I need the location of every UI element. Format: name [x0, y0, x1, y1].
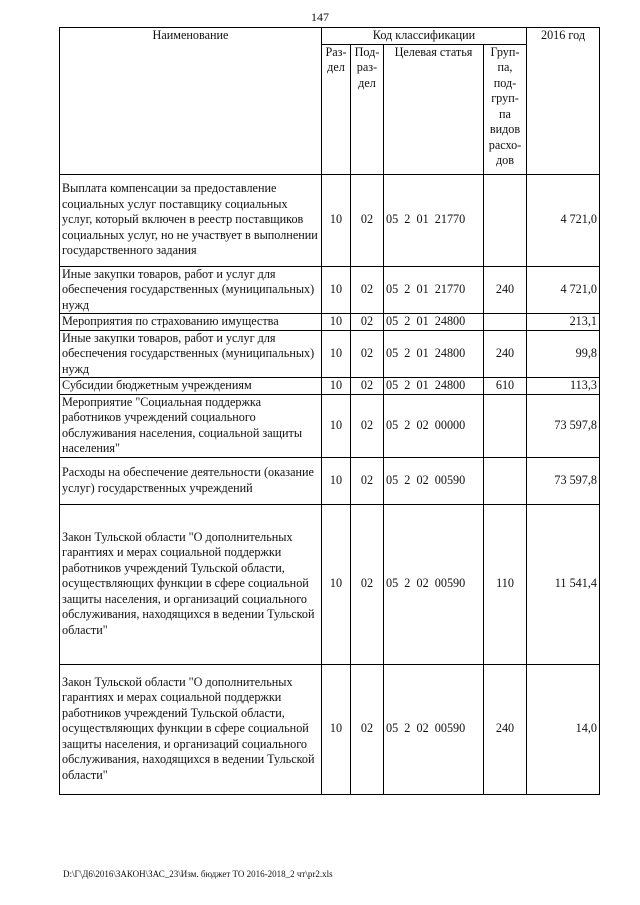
row-amount: 73 597,8: [527, 457, 600, 504]
row-target: 05 2 01 21770: [384, 174, 484, 266]
table-row: [60, 504, 600, 664]
row-amount: 11 541,4: [527, 504, 600, 664]
table-row: [60, 314, 600, 331]
row-amount: 4 721,0: [527, 266, 600, 314]
row-name: Иные закупки товаров, работ и услуг для обеспечения государственных (муниципальных) нужд: [60, 266, 322, 314]
row-section: 10: [322, 504, 351, 664]
table-body: [60, 174, 600, 794]
file-path-footer: D:\Г\Д6\2016\ЗАКОН\ЗАС_23\Изм. бюджет ТО 2016-2018_2 чт\pr2.xls: [63, 869, 333, 879]
table-row: [60, 174, 600, 266]
table-row: [60, 266, 600, 314]
row-amount: 73 597,8: [527, 394, 600, 457]
row-subsection: 02: [351, 266, 384, 314]
table-row: [60, 664, 600, 794]
row-subsection: 02: [351, 457, 384, 504]
row-amount: 113,3: [527, 378, 600, 395]
budget-table: [59, 27, 600, 795]
row-name: Субсидии бюджетным учреждениям: [60, 378, 322, 395]
row-name: Выплата компенсации за предоставление социальных услуг поставщику социальных услуг, который включен в реестр поставщиков социальных услуг, но не участвует в выполнении государственного задания: [60, 174, 322, 266]
row-subsection: 02: [351, 330, 384, 378]
row-group: [484, 457, 527, 504]
table-row: [60, 457, 600, 504]
row-section: 10: [322, 330, 351, 378]
row-section: 10: [322, 664, 351, 794]
row-target: 05 2 01 24800: [384, 314, 484, 331]
header-name: Наименование: [60, 28, 322, 175]
row-target: 05 2 02 00000: [384, 394, 484, 457]
row-amount: 14,0: [527, 664, 600, 794]
row-amount: 4 721,0: [527, 174, 600, 266]
table-row: [60, 394, 600, 457]
row-subsection: 02: [351, 664, 384, 794]
row-target: 05 2 01 24800: [384, 330, 484, 378]
row-amount: 99,8: [527, 330, 600, 378]
row-group: [484, 394, 527, 457]
row-subsection: 02: [351, 394, 384, 457]
header-target: Целевая статья: [384, 44, 484, 174]
row-group: [484, 314, 527, 331]
row-group: 610: [484, 378, 527, 395]
row-name: Мероприятие "Социальная поддержка работников учреждений социального обслуживания населения, социальной защиты населения": [60, 394, 322, 457]
row-section: 10: [322, 314, 351, 331]
row-group: [484, 174, 527, 266]
row-section: 10: [322, 378, 351, 395]
row-target: 05 2 02 00590: [384, 664, 484, 794]
row-section: 10: [322, 174, 351, 266]
row-target: 05 2 02 00590: [384, 504, 484, 664]
table-row: [60, 330, 600, 378]
row-subsection: 02: [351, 378, 384, 395]
row-section: 10: [322, 457, 351, 504]
row-section: 10: [322, 266, 351, 314]
table-row: [60, 378, 600, 395]
row-group: 240: [484, 266, 527, 314]
row-target: 05 2 01 21770: [384, 266, 484, 314]
header-subsection: Под- раз- дел: [351, 44, 384, 174]
row-group: 240: [484, 664, 527, 794]
row-name: Расходы на обеспечение деятельности (оказание услуг) государственных учреждений: [60, 457, 322, 504]
header-code: Код классификации: [322, 28, 527, 45]
row-name: Мероприятия по страхованию имущества: [60, 314, 322, 331]
row-target: 05 2 02 00590: [384, 457, 484, 504]
row-group: 110: [484, 504, 527, 664]
row-name: Иные закупки товаров, работ и услуг для обеспечения государственных (муниципальных) нужд: [60, 330, 322, 378]
row-section: 10: [322, 394, 351, 457]
header-year: 2016 год: [527, 28, 600, 175]
row-subsection: 02: [351, 314, 384, 331]
header-group: Груп- па, под- груп- па видов расхо- дов: [484, 44, 527, 174]
row-amount: 213,1: [527, 314, 600, 331]
row-name: Закон Тульской области "О дополнительных гарантиях и мерах социальной поддержки работников учреждений Тульской области, осуществляющих функции в сфере социальной защиты населения, и организаций социального обслуживания, находящихся в ведении Тульской области": [60, 664, 322, 794]
header-section: Раз- дел: [322, 44, 351, 174]
row-subsection: 02: [351, 504, 384, 664]
row-name: Закон Тульской области "О дополнительных гарантиях и мерах социальной поддержки работников учреждений Тульской области, осуществляющих функции в сфере социальной защиты населения, и организаций социального обслуживания, находящихся в ведении Тульской области": [60, 504, 322, 664]
row-group: 240: [484, 330, 527, 378]
row-target: 05 2 01 24800: [384, 378, 484, 395]
row-subsection: 02: [351, 174, 384, 266]
page-number: 147: [311, 10, 329, 24]
